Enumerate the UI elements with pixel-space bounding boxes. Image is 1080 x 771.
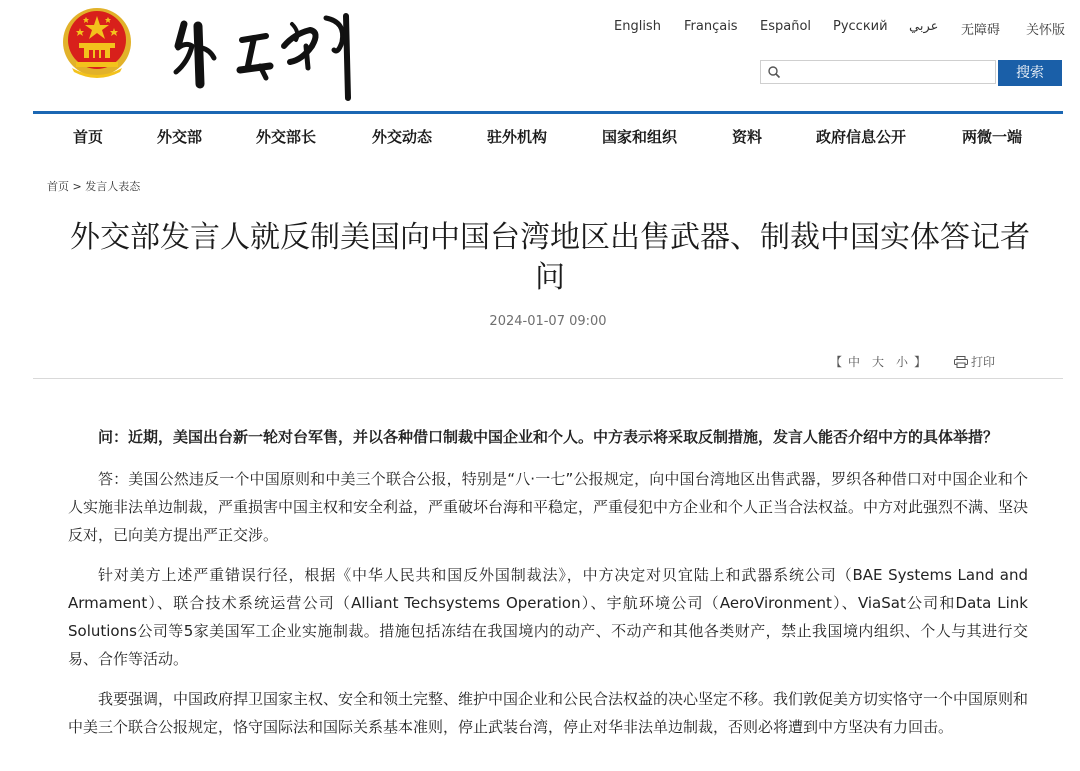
nav-item-social[interactable]: 两微一端 [962,128,1023,146]
elderly-care-link[interactable]: 关怀版 [1026,23,1066,38]
nav-item-home[interactable]: 首页 [73,128,104,146]
article-date: 2024-01-07 09:00 [489,314,607,329]
search-input[interactable] [783,63,995,83]
font-size-close-bracket: 】 [914,355,927,369]
lang-arabic-link[interactable]: عربي [909,19,939,34]
answer-paragraph-2: 针对美方上述严重错误行径，根据《中华人民共和国反外国制裁法》，中方决定对贝宜陆上和武器系统公司（BAE Systems Land and Armament）、联合技术系统运营公司（Alliant Techsystems Operation）、宇航环境公司（AeroVironment）、ViaSat公司和Data Link Solutions公司等5家美国军工企业实施制裁。措施包括冻结在我国境内的动产、不动产和其他各类财产，禁止我国境内组织、个人与其进行交易、合作等活动。 [68,566,1028,668]
breadcrumb [47,178,140,194]
nav-item-countries[interactable]: 国家和组织 [602,128,678,146]
lang-russian-link[interactable]: Русский [833,19,888,34]
language-bar [600,19,1080,39]
font-size-open-bracket: 【 [830,355,843,369]
nav-item-ministry[interactable]: 外交部 [157,128,203,146]
search-box [760,60,996,84]
site-header [0,0,1080,112]
national-emblem-icon[interactable] [62,6,132,80]
font-size-large-button[interactable]: 大 [872,355,885,369]
font-size-small-button[interactable]: 小 [896,355,909,369]
search-icon [767,65,781,79]
answer-paragraph-3: 我要强调，中国政府捍卫国家主权、安全和领土完整、维护中国企业和公民合法权益的决心坚定不移。我们敦促美方切实恪守一个中国原则和中美三个联合公报规定，恪守国际法和国际关系基本准则，停止武装台湾，停止对华非法单边制裁，否则必将遭到中方坚决有力回击。 [68,690,1029,736]
print-label: 打印 [971,355,996,369]
accessibility-link[interactable]: 无障碍 [961,23,1001,38]
nav-item-news[interactable]: 外交动态 [372,128,433,146]
ministry-logo-calligraphy[interactable] [170,6,370,104]
print-button[interactable] [954,353,995,370]
nav-item-gov-info[interactable]: 政府信息公开 [816,128,907,146]
breadcrumb-separator: > [72,180,82,193]
lang-spanish-link[interactable]: Español [760,19,812,34]
printer-icon [954,356,968,368]
nav-item-missions[interactable]: 驻外机构 [487,128,548,146]
search-button[interactable]: 搜索 [998,60,1062,86]
breadcrumb-home-link[interactable]: 首页 [47,180,69,193]
content-separator [33,378,1063,379]
lang-french-link[interactable]: Français [684,19,738,34]
article-title: 外交部发言人就反制美国向中国台湾地区出售武器、制裁中国实体答记者问 [70,220,1030,295]
nav-item-resources[interactable]: 资料 [732,128,763,146]
lang-english-link[interactable]: English [614,19,661,34]
main-nav [0,114,1080,158]
nav-item-minister[interactable]: 外交部长 [256,128,317,146]
question-paragraph: 问：近期，美国出台新一轮对台军售，并以各种借口制裁中国企业和个人。中方表示将采取反制措施，发言人能否介绍中方的具体举措？ [98,428,999,446]
font-size-medium-button[interactable]: 中 [848,355,861,369]
article-body [68,423,1028,753]
answer-paragraph-1: 答：美国公然违反一个中国原则和中美三个联合公报，特别是“八·一七”公报规定，向中国台湾地区出售武器，罗织各种借口对中国企业和个人实施非法单边制裁，严重损害中国主权和安全利益，严重破坏台海和平稳定，严重侵犯中方企业和个人正当合法权益。中方对此强烈不满、坚决反对，已向美方提出严正交涉。 [68,470,1029,544]
article-tools [830,353,996,370]
breadcrumb-current-link[interactable]: 发言人表态 [85,180,141,193]
